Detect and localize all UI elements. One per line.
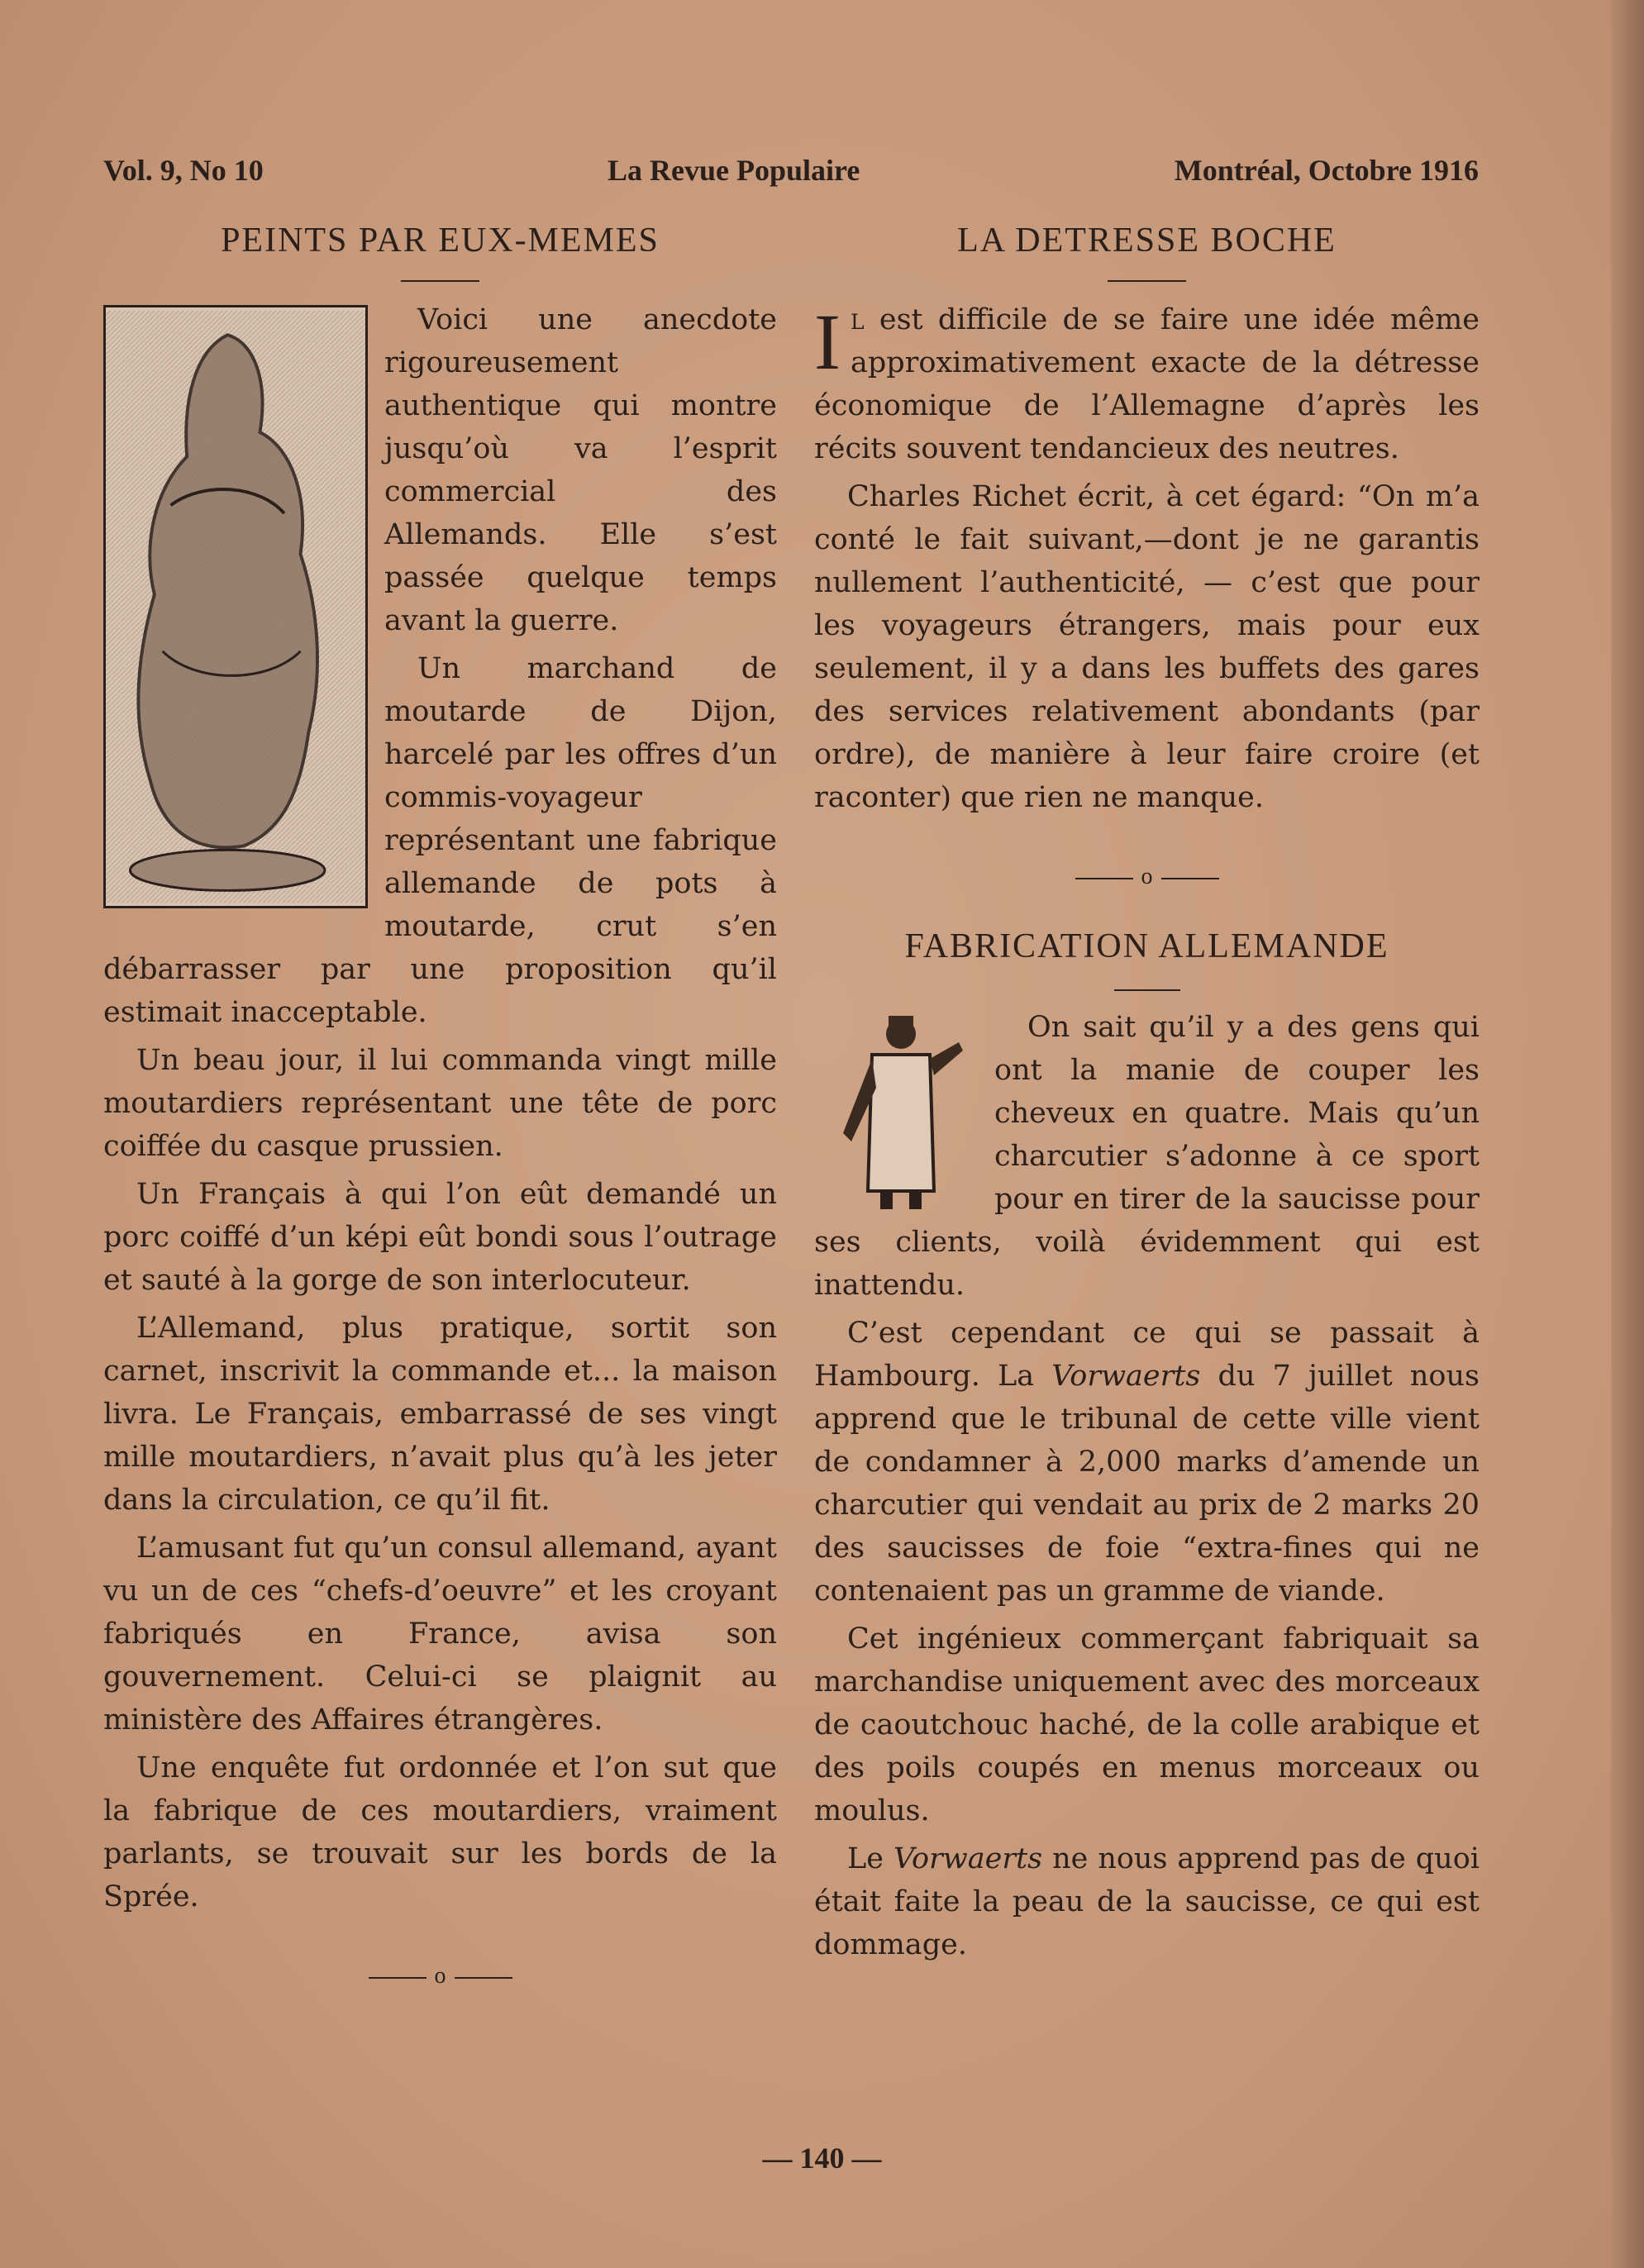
section-separator <box>103 1960 777 1993</box>
separator-mark: o <box>434 1963 446 1989</box>
paragraph: Voici une anecdote rigoureusement authentique qui montre jusqu’où va l’esprit commercial des Allemands. Elle s’est passée quelque temps avant la guerre. <box>384 303 777 637</box>
paragraph: Un marchand de moutarde de Dijon, harcelé par les offres d’un commis-voyageur représentant une fabrique allemande de pots à moutarde, crut s’en débarrasser par une proposition qu’il estimait inacceptable. <box>103 652 777 1029</box>
paragraph <box>814 1837 1480 1966</box>
paragraph-text: ne nous apprend pas de quoi était faite la peau de la saucisse, ce qui est dommage. <box>814 1842 1480 1961</box>
publication-title: La Revue Populaire <box>608 154 860 187</box>
paragraph-text: Le <box>847 1842 893 1875</box>
paragraph <box>814 298 1480 470</box>
paragraph: L’amusant fut qu’un consul allemand, ayant vu un de ces “chefs-d’oeuvre” et les croyant fabriqués en France, avisa son gouvernement. Celui-ci se plaignit au ministère des Affaires étrangères. <box>103 1532 777 1737</box>
page-spine <box>1611 0 1644 2268</box>
paragraph: Un Français à qui l’on eût demandé un porc coiffé d’un képi eût bondi sous l’outrage et sauté à la gorge de son interlocuteur. <box>103 1178 777 1297</box>
smallcaps-start: l <box>850 303 865 336</box>
title-rule <box>1114 989 1180 991</box>
paragraph <box>814 1312 1480 1613</box>
page-number: — 140 — <box>762 2142 882 2175</box>
drop-cap: I <box>814 298 841 386</box>
issue-date: Montréal, Octobre 1916 <box>1174 154 1479 187</box>
paragraph-text: C’est cependant ce qui se passait à Hambourg. La <box>814 1317 1480 1393</box>
paragraph-text: est difficile de se faire une idée même approximativement exacte de la détresse économique de l’Allemagne d’après les récits souvent tendancieux des neutres. <box>814 303 1480 465</box>
volume-label: Vol. 9, No 10 <box>103 154 264 187</box>
paragraph: Une enquête fut ordonnée et l’on sut que la fabrique de ces moutardiers, vraiment parlants, se trouvait sur les bords de la Sprée. <box>103 1751 777 1913</box>
paragraph: L’Allemand, plus pratique, sortit son carnet, inscrivit la commande et... la maison livra. Le Français, embarrassé de ses vingt mille moutardiers, n’avait plus qu’à les jeter dans la circulation, ce qu’il fit. <box>103 1312 777 1517</box>
left-column <box>103 219 777 2024</box>
title-rule <box>401 280 479 282</box>
paragraph-text: du 7 juillet nous apprend que le tribunal de cette ville vient de condamner à 2,000 marks d’amende un charcutier qui vendait au prix de 2 marks 20 des saucisses de foie “extra-fines qui ne contenaient pas un gramme de viande. <box>814 1360 1480 1608</box>
newspaper-name: Vorwaerts <box>1051 1360 1201 1393</box>
article-title-peints: PEINTS PAR EUX-MEMES <box>221 222 660 260</box>
article-title-detresse: LA DETRESSE BOCHE <box>957 222 1337 260</box>
newspaper-name: Vorwaerts <box>893 1842 1043 1875</box>
paragraph: Charles Richet écrit, à cet égard: “On m’a conté le fait suivant,—dont je ne garantis nullement l’authenticité, — c’est que pour les voyageurs étrangers, mais pour eux seulement, il y a dans les buffets des gares des services relativement abondants (par ordre), de manière à leur faire croire (et raconter) que rien ne manque. <box>814 480 1480 814</box>
mustard-pot-illustration <box>103 305 368 908</box>
right-column <box>814 219 1480 1966</box>
paragraph: On sait qu’il y a des gens qui ont la manie de couper les cheveux en quatre. Mais qu’un charcutier s’adonne à ce sport pour en tirer de la saucisse pour ses clients, voilà évidemment qui est inattendu. <box>814 1011 1480 1302</box>
paragraph: Un beau jour, il lui commanda vingt mille moutardiers représentant une tête de porc coiffée du casque prussien. <box>103 1044 777 1163</box>
section-separator <box>814 860 1480 893</box>
running-header <box>103 153 1479 194</box>
paragraph: Cet ingénieux commerçant fabriquait sa marchandise uniquement avec des morceaux de caoutchouc haché, de la colle arabique et des poils coupés en menus morceaux ou moulus. <box>814 1622 1480 1827</box>
title-rule <box>1108 280 1186 282</box>
article-title-fabrication: FABRICATION ALLEMANDE <box>904 927 1389 965</box>
charcutier-illustration <box>822 1009 979 1216</box>
separator-mark: o <box>1141 864 1153 889</box>
